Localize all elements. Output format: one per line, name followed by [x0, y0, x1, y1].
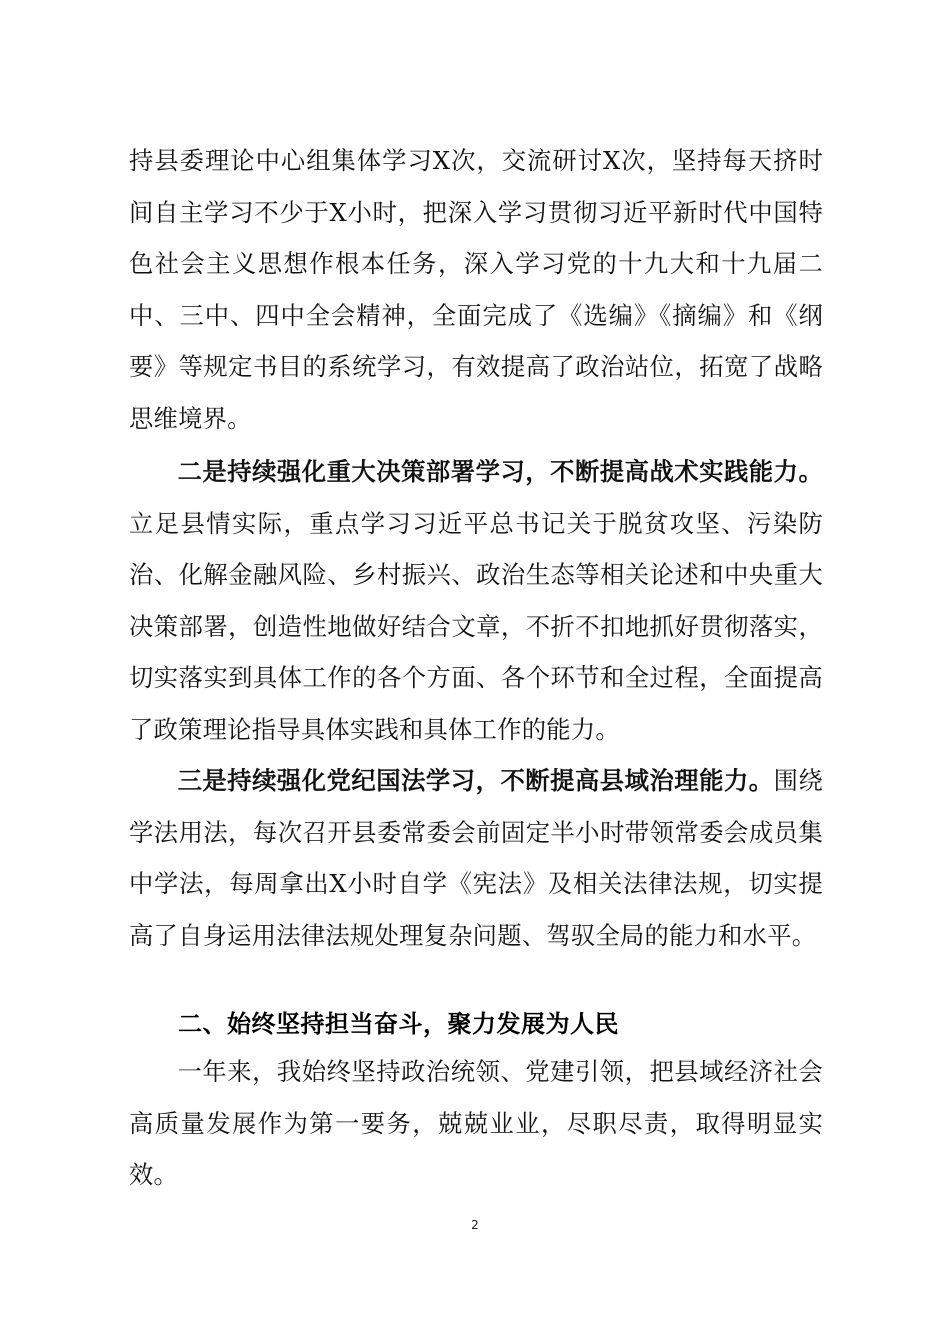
point-three-lead: 三是持续强化党纪国法学习，不断提高县域治理能力。: [177, 766, 774, 795]
section-heading: 二、始终坚持担当奋斗，聚力发展为人民: [178, 1010, 619, 1038]
point-two-body: 立足县情实际，重点学习习近平总书记关于脱贫攻坚、污染防治、化解金融风险、乡村振兴、政治生态等相关论述和中央重大决策部署，创造性地做好结合文章，不折不扣地抓好贯彻落实，切实落实到具体工作的各个方面、各个环节和全过程，全面提高了政策理论指导具体实践和具体工作的能力。: [129, 508, 823, 744]
point-two-lead: 二是持续强化重大决策部署学习，不断提高战术实践能力。: [177, 457, 823, 486]
paragraph-point-two: [129, 446, 823, 755]
paragraph-section-intro: 一年来，我始终坚持政治统领、党建引领，把县域经济社会高质量发展作为第一要务，兢兢业业，尽职尽责，取得明显实效。: [129, 1057, 823, 1189]
point-three-body: 围绕学法用法，每次召开县委常委会前固定半小时带领常委会成员集中学法，每周拿出X小时自学《宪法》及相关法律法规，切实提高了自身运用法律法规处理复杂问题、驾驭全局的能力和水平。: [129, 766, 824, 950]
paragraph-study-continuation: 持县委理论中心组集体学习X次，交流研讨X次，坚持每天挤时间自主学习不少于X小时，把深入学习贯彻习近平新时代中国特色社会主义思想作根本任务，深入学习党的十九大和十九届二中、三中、四中全会精神，全面完成了《选编》《摘编》和《纲要》等规定书目的系统学习，有效提高了政治站位，拓宽了战略思维境界。: [129, 146, 823, 433]
page-number: 2: [471, 1218, 479, 1232]
paragraph-point-three: [129, 755, 823, 961]
